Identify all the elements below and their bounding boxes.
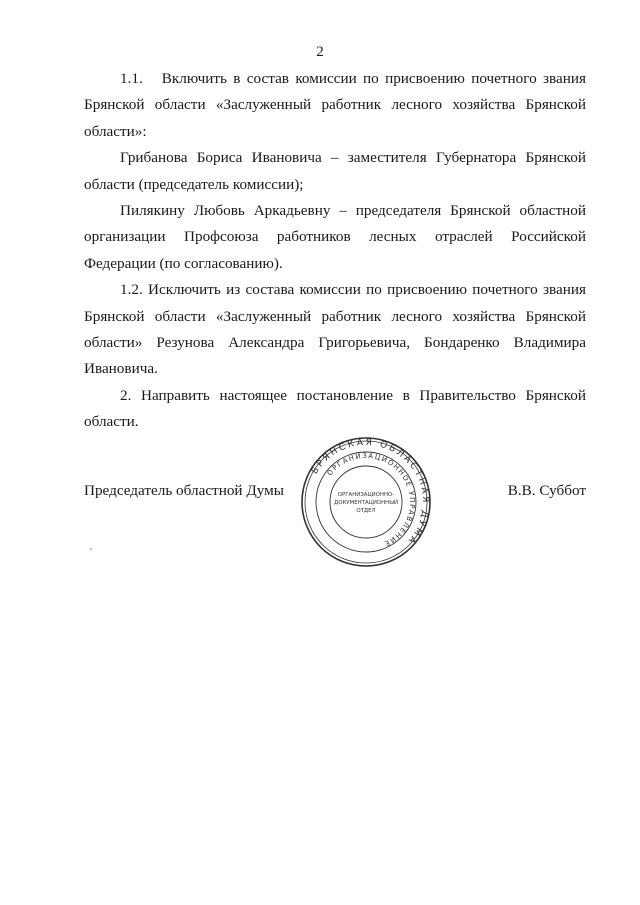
- paragraph-gribanov: Грибанова Бориса Ивановича – заместителя Губернатора Брянской области (председатель комиссии);: [84, 149, 586, 193]
- signatory-name: В.В. Суббот: [507, 482, 586, 499]
- stamp-center-line-1: ОРГАНИЗАЦИОННО-: [337, 492, 395, 498]
- stamp-inner-text: ОРГАНИЗАЦИОННОЕ УПРАВЛЕНИЕ: [325, 451, 417, 549]
- page-number: 2: [316, 44, 324, 60]
- scan-speck: [90, 548, 92, 550]
- stamp-center-line-3: ОТДЕЛ: [356, 508, 376, 514]
- paragraph-2: 2. Направить настоящее постановление в Правительство Брянской области.: [84, 386, 586, 431]
- paragraph-1-1: 1.1. Включить в состав комиссии по присвоению почетного звания Брянской области «Заслуженный работник лесного хозяйства Брянской области»:: [84, 70, 586, 140]
- stamp-center-line-2: ДОКУМЕНТАЦИОННЫЙ: [333, 500, 399, 506]
- signatory-position: Председатель областной Думы: [84, 482, 284, 499]
- stamp-outer-text: БРЯНСКАЯ ОБЛАСТНАЯ ДУМА: [310, 437, 431, 547]
- stamp-seal-icon: [300, 436, 432, 568]
- document-body: [84, 66, 586, 436]
- paragraph-pilyakina: Пилякину Любовь Аркадьевну – председателя Брянской областной организации Профсоюза работников лесных отраслей Российской Федерации (по согласованию).: [84, 202, 586, 272]
- paragraph-1-2: 1.2. Исключить из состава комиссии по присвоению почетного звания Брянской области «Заслуженный работник лесного хозяйства Брянской области» Резунова Александра Григорьевича, Бондаренко Владимира Ивановича.: [84, 281, 586, 378]
- official-stamp: [300, 436, 432, 568]
